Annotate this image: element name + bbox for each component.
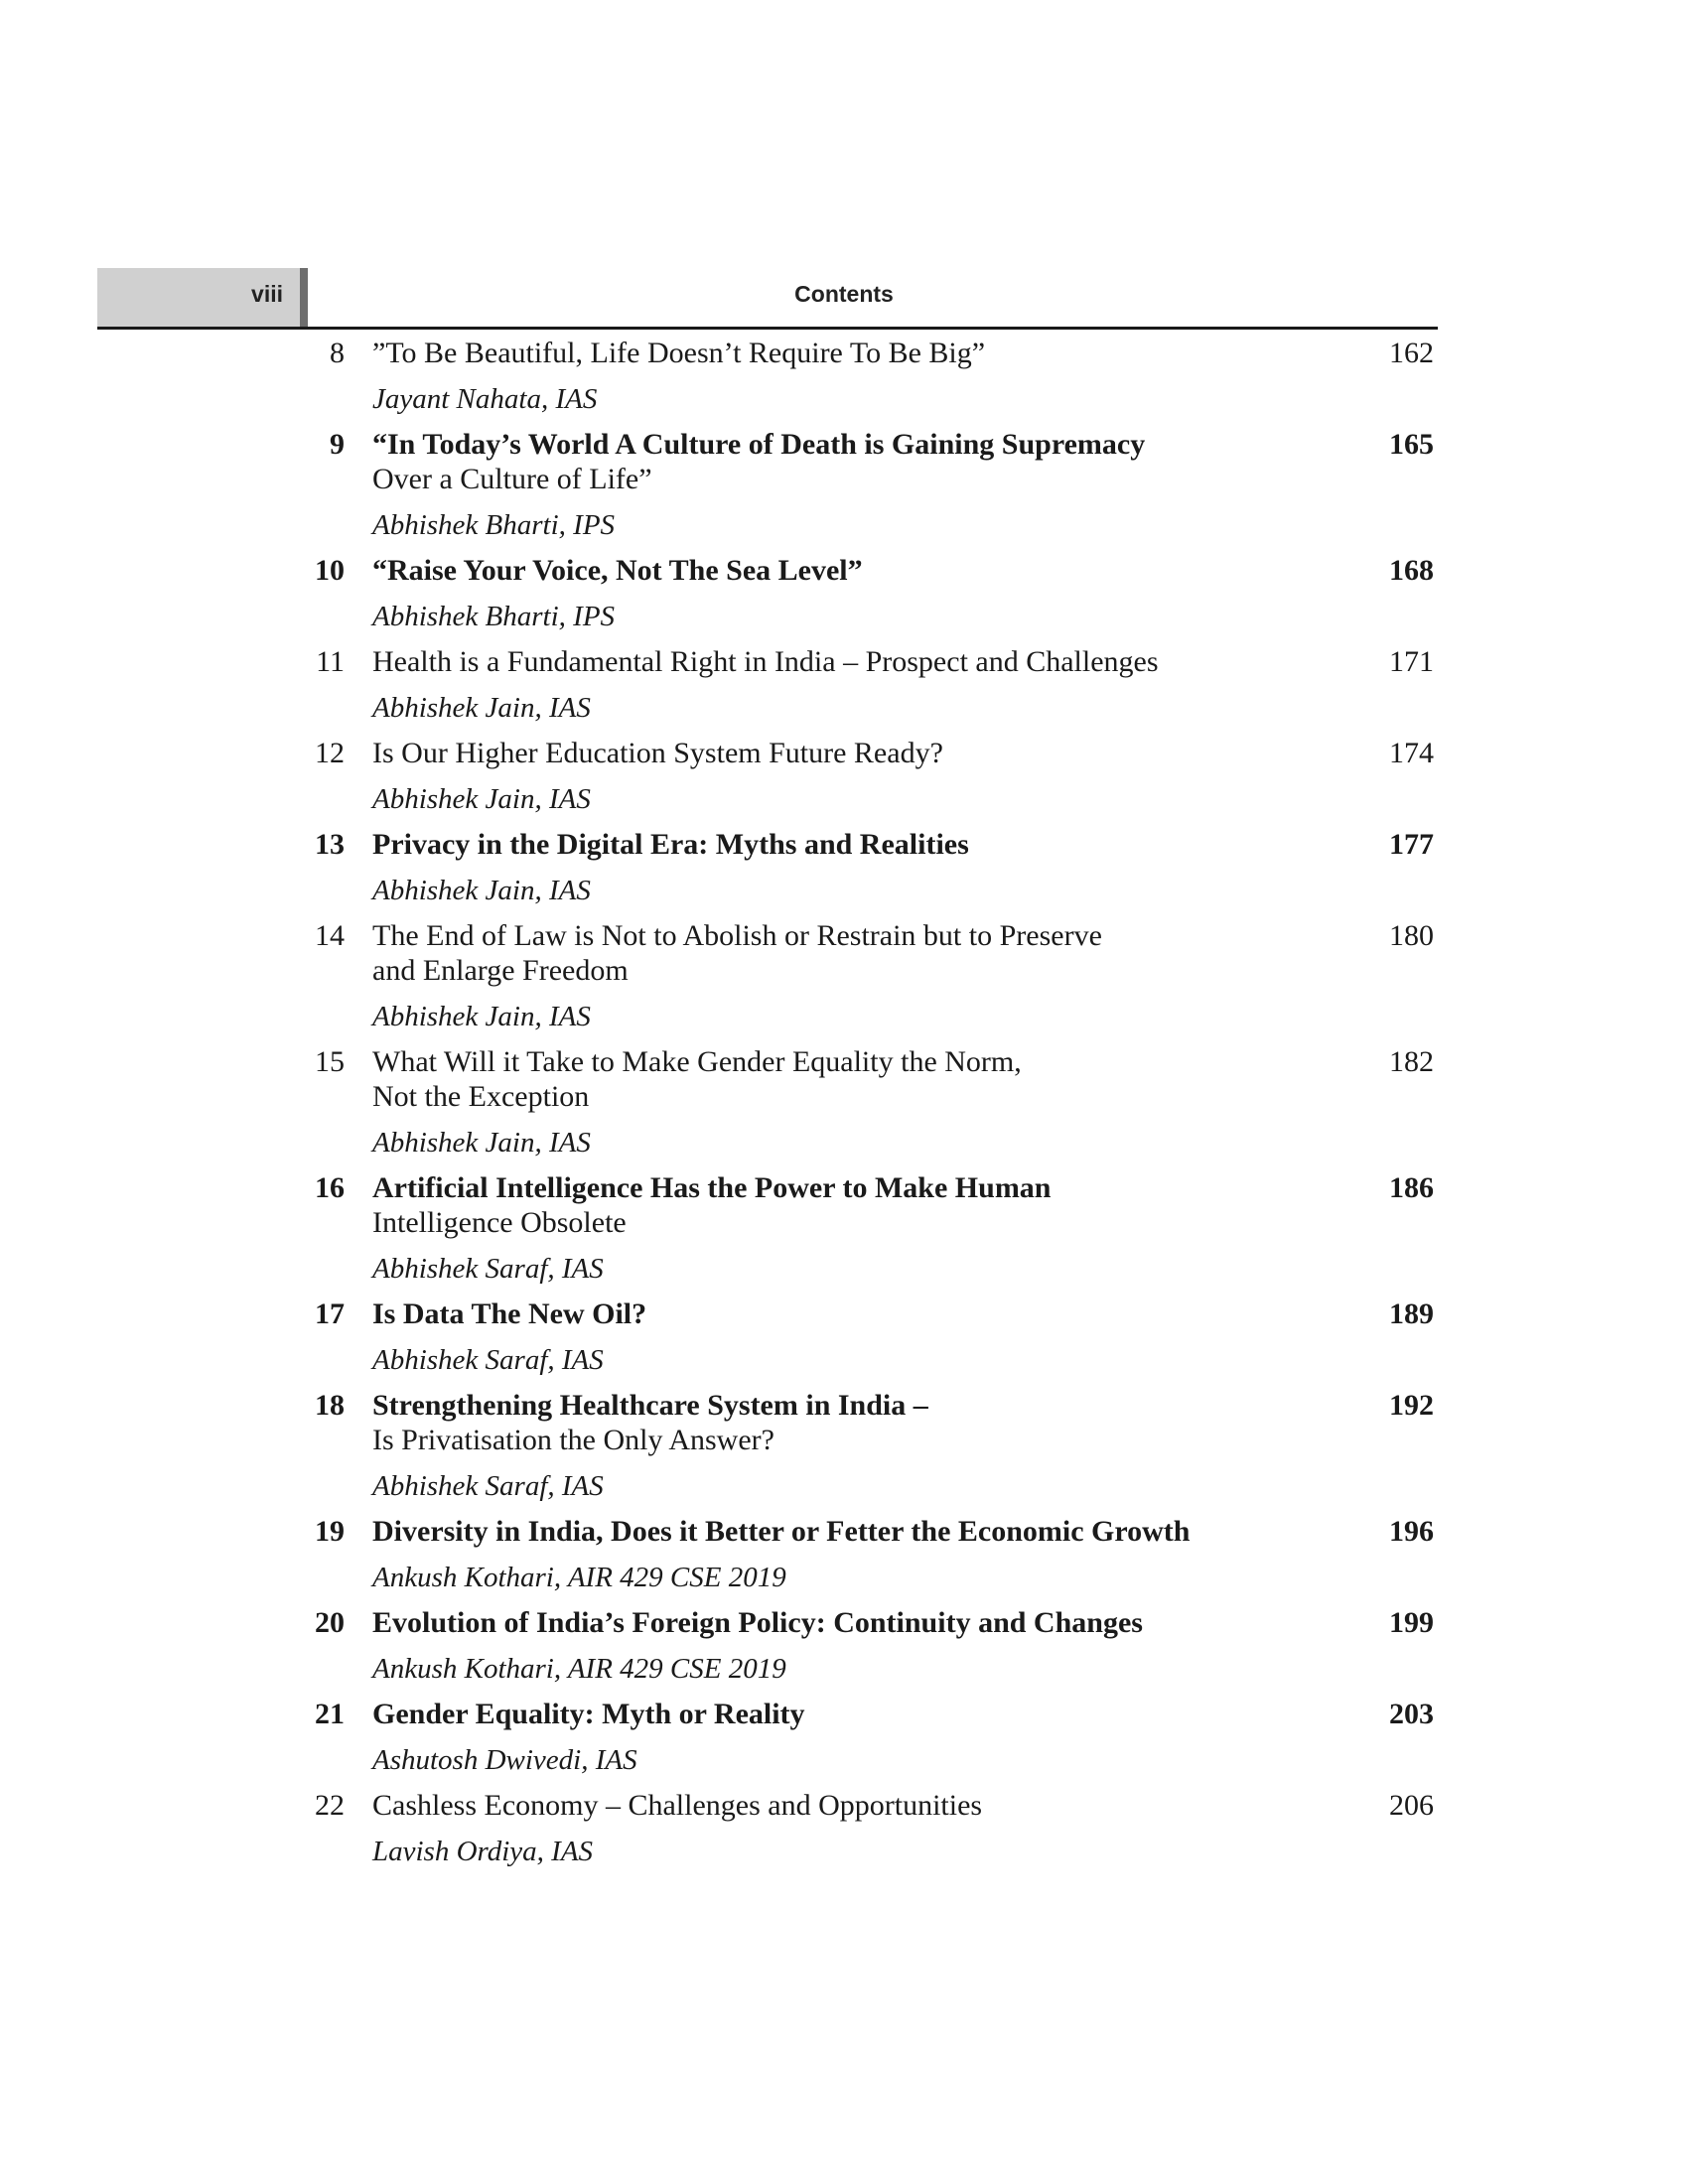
chapter-page-number: 206 — [1389, 1789, 1434, 1822]
chapter-number: 15 — [315, 1045, 345, 1078]
chapter-author: Jayant Nahata, IAS — [372, 383, 598, 415]
toc-entry-row — [298, 1388, 1440, 1457]
chapter-number: 20 — [315, 1606, 345, 1639]
chapter-title — [372, 1605, 1266, 1640]
chapter-title — [372, 644, 1266, 679]
toc-entry-row — [298, 1297, 1440, 1331]
chapter-title-line: Is Data The New Oil? — [372, 1297, 647, 1330]
chapter-title — [372, 1388, 1266, 1457]
chapter-title-continuation: Not the Exception — [372, 1080, 590, 1113]
chapter-title-line: Strengthening Healthcare System in India – — [372, 1389, 928, 1422]
header-rule — [97, 327, 1438, 330]
chapter-author: Abhishek Jain, IAS — [372, 783, 591, 815]
chapter-title — [372, 918, 1266, 988]
toc-entry — [298, 553, 1440, 634]
toc-entry-row — [298, 1044, 1440, 1114]
toc-entry — [298, 1297, 1440, 1378]
chapter-page-number: 196 — [1389, 1515, 1434, 1548]
chapter-title-line: ”To Be Beautiful, Life Doesn’t Require To Be Big” — [372, 337, 986, 369]
chapter-number: 21 — [315, 1698, 345, 1730]
chapter-page-number: 165 — [1389, 428, 1434, 461]
chapter-page-number: 168 — [1389, 554, 1434, 587]
chapter-page-number: 189 — [1389, 1297, 1434, 1330]
chapter-author: Abhishek Saraf, IAS — [372, 1344, 604, 1376]
chapter-author: Abhishek Jain, IAS — [372, 692, 591, 724]
toc-entry-row — [298, 553, 1440, 588]
toc-entry-row — [298, 644, 1440, 679]
chapter-title — [372, 736, 1266, 770]
chapter-author: Abhishek Bharti, IPS — [372, 509, 616, 541]
chapter-title-continuation: Over a Culture of Life” — [372, 463, 652, 495]
chapter-title — [372, 1170, 1266, 1240]
chapter-title — [372, 336, 1266, 370]
chapter-title-line: Artificial Intelligence Has the Power to Make Human — [372, 1171, 1052, 1204]
toc-entry — [298, 1044, 1440, 1160]
chapter-author: Ankush Kothari, AIR 429 CSE 2019 — [372, 1562, 786, 1593]
toc-entry — [298, 1605, 1440, 1687]
chapter-page-number: 203 — [1389, 1698, 1434, 1730]
toc-entry-row — [298, 1514, 1440, 1549]
chapter-number: 10 — [315, 554, 345, 587]
chapter-page-number: 180 — [1389, 919, 1434, 952]
toc-entry-row — [298, 1170, 1440, 1240]
chapter-title-line: Cashless Economy – Challenges and Opportunities — [372, 1789, 983, 1822]
chapter-title — [372, 1044, 1266, 1114]
chapter-title — [372, 553, 1266, 588]
chapter-title-line: Diversity in India, Does it Better or Fetter the Economic Growth — [372, 1515, 1191, 1548]
chapter-page-number: 186 — [1389, 1171, 1434, 1204]
toc-entry — [298, 918, 1440, 1034]
toc-entry-row — [298, 1788, 1440, 1823]
chapter-number: 13 — [315, 828, 345, 861]
chapter-page-number: 192 — [1389, 1389, 1434, 1422]
toc-entry — [298, 1388, 1440, 1504]
chapter-author: Abhishek Saraf, IAS — [372, 1253, 604, 1285]
chapter-title-continuation: Is Privatisation the Only Answer? — [372, 1424, 774, 1456]
chapter-author: Lavish Ordiya, IAS — [372, 1836, 594, 1867]
chapter-title-line: Is Our Higher Education System Future Ready? — [372, 737, 943, 769]
toc-entry-row — [298, 336, 1440, 370]
chapter-author: Abhishek Saraf, IAS — [372, 1470, 604, 1502]
chapter-title-continuation: and Enlarge Freedom — [372, 954, 629, 987]
chapter-title — [372, 827, 1266, 862]
chapter-title-line: Health is a Fundamental Right in India – Prospect and Challenges — [372, 645, 1159, 678]
toc-entry — [298, 1697, 1440, 1778]
chapter-number: 22 — [315, 1789, 345, 1822]
toc-entry — [298, 1514, 1440, 1595]
chapter-author: Ankush Kothari, AIR 429 CSE 2019 — [372, 1653, 786, 1685]
chapter-author: Abhishek Bharti, IPS — [372, 601, 616, 632]
chapter-number: 9 — [330, 428, 345, 461]
toc-entry — [298, 736, 1440, 817]
chapter-title-line: “Raise Your Voice, Not The Sea Level” — [372, 554, 863, 587]
chapter-title-line: The End of Law is Not to Abolish or Restrain but to Preserve — [372, 919, 1102, 952]
chapter-title — [372, 1697, 1266, 1731]
chapter-title-continuation: Intelligence Obsolete — [372, 1206, 627, 1239]
chapter-page-number: 162 — [1389, 337, 1434, 369]
chapter-author: Ashutosh Dwivedi, IAS — [372, 1744, 637, 1776]
chapter-number: 8 — [330, 337, 345, 369]
chapter-page-number: 171 — [1389, 645, 1434, 678]
chapter-number: 14 — [315, 919, 345, 952]
chapter-page-number: 177 — [1389, 828, 1434, 861]
toc-entry — [298, 827, 1440, 908]
chapter-author: Abhishek Jain, IAS — [372, 875, 591, 906]
chapter-number: 16 — [315, 1171, 345, 1204]
chapter-title-line: What Will it Take to Make Gender Equality the Norm, — [372, 1045, 1022, 1078]
toc-entry-row — [298, 918, 1440, 988]
toc-entry — [298, 1788, 1440, 1869]
chapter-title — [372, 1297, 1266, 1331]
chapter-title — [372, 1514, 1266, 1549]
chapter-title — [372, 1788, 1266, 1823]
toc-entry-row — [298, 1605, 1440, 1640]
chapter-page-number: 182 — [1389, 1045, 1434, 1078]
running-title: Contents — [794, 281, 894, 307]
toc-entry-row — [298, 827, 1440, 862]
toc-entry-row — [298, 1697, 1440, 1731]
chapter-title — [372, 427, 1266, 496]
chapter-title-line: Evolution of India’s Foreign Policy: Continuity and Changes — [372, 1606, 1143, 1639]
toc-entry-row — [298, 736, 1440, 770]
toc-entry — [298, 336, 1440, 417]
chapter-number: 19 — [315, 1515, 345, 1548]
toc-entry-row — [298, 427, 1440, 496]
chapter-title-line: Gender Equality: Myth or Reality — [372, 1698, 805, 1730]
toc-entry — [298, 1170, 1440, 1287]
chapter-author: Abhishek Jain, IAS — [372, 1001, 591, 1032]
chapter-number: 11 — [316, 645, 345, 678]
chapter-page-number: 199 — [1389, 1606, 1434, 1639]
chapter-number: 18 — [315, 1389, 345, 1422]
toc-entry — [298, 644, 1440, 726]
chapter-title-line: “In Today’s World A Culture of Death is Gaining Supremacy — [372, 428, 1146, 461]
chapter-author: Abhishek Jain, IAS — [372, 1127, 591, 1159]
chapter-title-line: Privacy in the Digital Era: Myths and Realities — [372, 828, 969, 861]
chapter-page-number: 174 — [1389, 737, 1434, 769]
page-number: viii — [251, 281, 283, 307]
chapter-number: 17 — [315, 1297, 345, 1330]
table-of-contents — [298, 336, 1440, 1879]
chapter-number: 12 — [315, 737, 345, 769]
toc-entry — [298, 427, 1440, 543]
